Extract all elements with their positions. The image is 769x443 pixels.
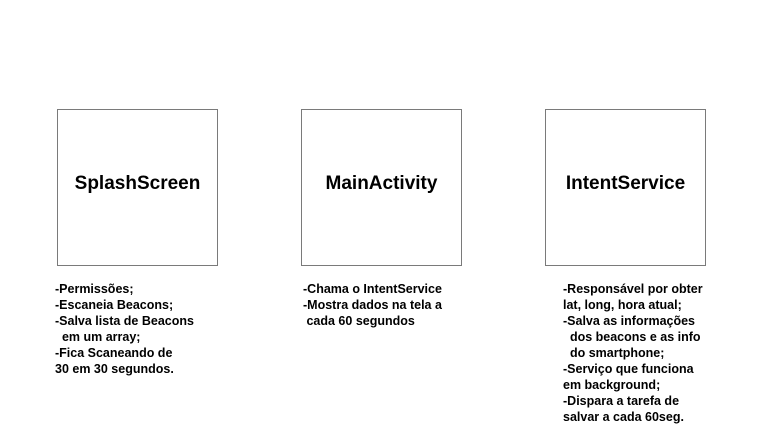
note-line: lat, long, hora atual; (563, 298, 682, 312)
note-line: -Permissões; (55, 282, 134, 296)
splashscreen-title: SplashScreen (74, 172, 201, 194)
note-line: 30 em 30 segundos. (55, 362, 174, 376)
intentservice-title: IntentService (565, 172, 686, 194)
note-line: -Fica Scaneando de (55, 346, 173, 360)
note-line: -Escaneia Beacons; (55, 298, 174, 312)
note-line: -Mostra dados na tela a (303, 298, 442, 312)
note-line: em background; (563, 378, 661, 392)
note-line: -Chama o IntentService (303, 282, 442, 296)
mainactivity-notes (303, 281, 442, 329)
mainactivity-title: MainActivity (325, 172, 438, 194)
note-line: -Dispara a tarefa de (563, 394, 680, 408)
intentservice-box (545, 109, 706, 266)
note-line: -Salva as informações (563, 314, 696, 328)
splashscreen-box (57, 109, 218, 266)
note-line: dos beacons e as info (563, 330, 701, 344)
note-line: -Salva lista de Beacons (55, 314, 194, 328)
note-line: em um array; (55, 330, 141, 344)
mainactivity-box (301, 109, 462, 266)
note-line: cada 60 segundos (303, 314, 415, 328)
note-line: do smartphone; (563, 346, 665, 360)
note-line: salvar a cada 60seg. (563, 410, 684, 424)
note-line: -Responsável por obter (563, 282, 703, 296)
note-line: -Serviço que funciona (563, 362, 694, 376)
intentservice-notes (563, 281, 703, 425)
splashscreen-notes (55, 281, 194, 377)
